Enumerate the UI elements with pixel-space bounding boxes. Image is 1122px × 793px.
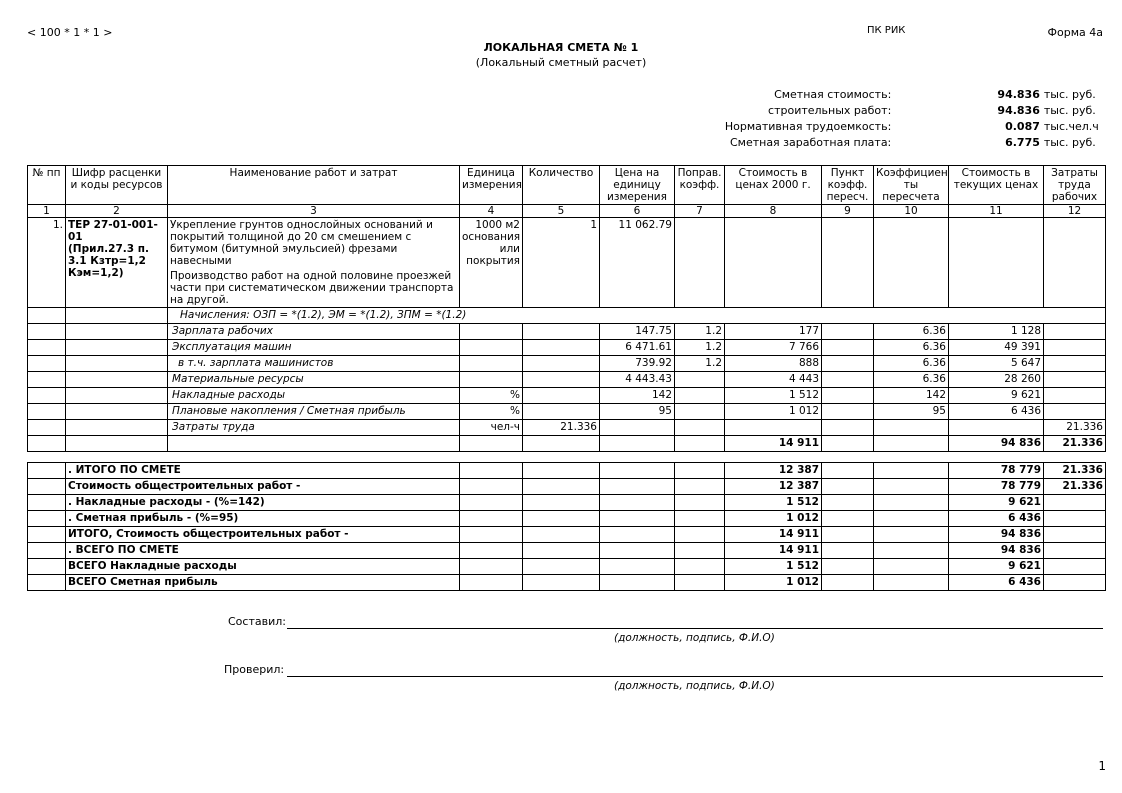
summary-value: 94.836 [997, 87, 1040, 101]
resource-cost-now: 9 621 [949, 388, 1044, 404]
summary-unit: тыс. руб. [1043, 103, 1096, 117]
resource-k-pt [822, 372, 874, 388]
total-label: . Накладные расходы - (%=142) [66, 495, 460, 511]
resource-k: 1.2 [675, 340, 725, 356]
resource-unit [460, 324, 523, 340]
total-cost-now: 6 436 [949, 511, 1044, 527]
total-cost-now: 78 779 [949, 479, 1044, 495]
document-title: ЛОКАЛЬНАЯ СМЕТА № 1 [483, 41, 639, 54]
total-label: ВСЕГО Накладные расходы [66, 559, 460, 575]
resource-labor [1044, 372, 1106, 388]
resource-k [675, 372, 725, 388]
resource-qty [523, 356, 600, 372]
resource-k-pt [822, 404, 874, 420]
column-header: Количество [523, 166, 600, 205]
column-number: 9 [822, 205, 874, 218]
resource-labor: 21.336 [1044, 420, 1106, 436]
total-cost-now: 9 621 [949, 495, 1044, 511]
resource-cost2000: 1 012 [725, 404, 822, 420]
resource-qty: 21.336 [523, 420, 600, 436]
column-number: 5 [523, 205, 600, 218]
resource-cost2000: 7 766 [725, 340, 822, 356]
resource-k-pt [822, 356, 874, 372]
column-header: Поправ. коэфф. [675, 166, 725, 205]
column-header: Пункт коэфф. пересч. [822, 166, 874, 205]
column-header: Цена на единицу измерения [600, 166, 675, 205]
total-cost2000: 14 911 [725, 527, 822, 543]
checked-signature-line [287, 676, 1103, 677]
item-name-note: Производство работ на одной половине проезжей части при систематическом движении транспорта на другой. [170, 270, 454, 306]
resource-cost2000: 888 [725, 356, 822, 372]
total-cost-now: 6 436 [949, 575, 1044, 591]
total-cost2000: 1 512 [725, 559, 822, 575]
resource-cost-now: 5 647 [949, 356, 1044, 372]
summary-label: строительных работ: [768, 103, 892, 117]
resource-k-pt [822, 420, 874, 436]
summary-unit: тыс. руб. [1043, 135, 1096, 149]
total-cost-now: 94 836 [949, 527, 1044, 543]
column-number: 4 [460, 205, 523, 218]
resource-cost-now: 49 391 [949, 340, 1044, 356]
resource-k: 1.2 [675, 356, 725, 372]
resource-row [28, 404, 1106, 420]
checked-caption: (должность, подпись, Ф.И.О) [614, 680, 775, 692]
total-label: . ИТОГО ПО СМЕТЕ [66, 463, 460, 479]
compiled-signature-line [287, 628, 1103, 629]
item-unit: 1000 м2 основания или покрытия [460, 218, 523, 308]
column-number: 12 [1044, 205, 1106, 218]
column-number: 1 [28, 205, 66, 218]
total-cost2000: 12 387 [725, 463, 822, 479]
summary-label: Сметная заработная плата: [729, 135, 892, 149]
resource-name: Материальные ресурсы [168, 372, 460, 388]
total-row [28, 527, 1106, 543]
total-labor [1044, 527, 1106, 543]
item-name [168, 218, 460, 308]
resource-cost2000: 4 443 [725, 372, 822, 388]
total-cost2000: 1 512 [725, 495, 822, 511]
column-header: Единица измерения [460, 166, 523, 205]
resource-k-rec [874, 420, 949, 436]
total-labor: 21.336 [1044, 463, 1106, 479]
item-code-note: (Прил.27.3 п. 3.1 Кзтр=1,2 Кэм=1,2) [68, 243, 149, 279]
resource-cost2000: 1 512 [725, 388, 822, 404]
summary-value: 6.775 [1005, 135, 1040, 149]
resource-k-rec: 6.36 [874, 340, 949, 356]
checked-by-label: Проверил: [224, 663, 285, 676]
column-header: Наименование работ и затрат [168, 166, 460, 205]
total-cost-now: 9 621 [949, 559, 1044, 575]
resource-row [28, 388, 1106, 404]
total-labor: 21.336 [1044, 479, 1106, 495]
resource-price: 6 471.61 [600, 340, 675, 356]
resource-row [28, 356, 1106, 372]
column-number: 10 [874, 205, 949, 218]
column-number: 2 [66, 205, 168, 218]
compiled-by-label: Составил: [228, 615, 286, 628]
resource-k-rec: 6.36 [874, 372, 949, 388]
resource-unit [460, 356, 523, 372]
resource-cost-now: 1 128 [949, 324, 1044, 340]
total-label: ИТОГО, Стоимость общестроительных работ - [66, 527, 460, 543]
resource-labor [1044, 324, 1106, 340]
summary-row [700, 86, 1122, 102]
resource-k-rec: 6.36 [874, 324, 949, 340]
resource-row [28, 324, 1106, 340]
resource-qty [523, 340, 600, 356]
item-qty: 1 [523, 218, 600, 308]
column-header: Затраты труда рабочих [1044, 166, 1106, 205]
column-number-row [28, 205, 1106, 218]
summary-unit: тыс.чел.ч [1043, 119, 1099, 133]
total-labor [1044, 543, 1106, 559]
summary-value: 94.836 [997, 103, 1040, 117]
spacer-row [28, 452, 1106, 463]
resource-price: 95 [600, 404, 675, 420]
item-total-labor: 21.336 [1044, 436, 1106, 452]
item-number: 1. [28, 218, 66, 308]
item-total-cost2000: 14 911 [725, 436, 822, 452]
form-name: Форма 4а [1047, 26, 1103, 39]
total-row [28, 463, 1106, 479]
total-row [28, 479, 1106, 495]
estimate-table [27, 165, 1106, 591]
resource-k-rec: 95 [874, 404, 949, 420]
resource-unit: % [460, 404, 523, 420]
total-cost2000: 12 387 [725, 479, 822, 495]
resource-name: Накладные расходы [168, 388, 460, 404]
resource-name: Зарплата рабочих [168, 324, 460, 340]
resource-row [28, 340, 1106, 356]
summary-label: Сметная стоимость: [774, 87, 892, 101]
total-row [28, 495, 1106, 511]
resource-k [675, 388, 725, 404]
resource-unit: % [460, 388, 523, 404]
total-cost2000: 1 012 [725, 575, 822, 591]
resource-price: 739.92 [600, 356, 675, 372]
resource-cost2000: 177 [725, 324, 822, 340]
summary-block [700, 86, 1122, 150]
resource-qty [523, 372, 600, 388]
total-cost2000: 1 012 [725, 511, 822, 527]
resource-name: Затраты труда [168, 420, 460, 436]
column-header: № пп [28, 166, 66, 205]
column-number: 8 [725, 205, 822, 218]
item-name-value: Укрепление грунтов однослойных оснований и покрытий толщиной до 20 см смешением с битумом (битумной эмульсией) фрезами навесными [170, 219, 433, 267]
total-labor [1044, 495, 1106, 511]
resource-k-pt [822, 388, 874, 404]
total-cost-now: 94 836 [949, 543, 1044, 559]
resource-labor [1044, 388, 1106, 404]
resource-k-pt [822, 340, 874, 356]
total-labor [1044, 575, 1106, 591]
total-label: Стоимость общестроительных работ - [66, 479, 460, 495]
resource-unit [460, 372, 523, 388]
column-header: Коэффициен ты пересчета [874, 166, 949, 205]
resource-k-pt [822, 324, 874, 340]
resource-cost2000 [725, 420, 822, 436]
resource-qty [523, 388, 600, 404]
item-row [28, 218, 1106, 308]
page-reference: < 100 * 1 * 1 > [27, 26, 113, 39]
item-total-row [28, 436, 1106, 452]
resource-price [600, 420, 675, 436]
resource-price: 4 443.43 [600, 372, 675, 388]
total-labor [1044, 511, 1106, 527]
total-labor [1044, 559, 1106, 575]
total-row [28, 511, 1106, 527]
resource-row [28, 372, 1106, 388]
resource-k: 1.2 [675, 324, 725, 340]
summary-row [700, 134, 1122, 150]
summary-label: Нормативная трудоемкость: [724, 119, 892, 133]
resource-unit: чел-ч [460, 420, 523, 436]
total-row [28, 559, 1106, 575]
resource-cost-now [949, 420, 1044, 436]
compiled-caption: (должность, подпись, Ф.И.О) [614, 632, 775, 644]
resource-name: в т.ч. зарплата машинистов [168, 356, 460, 372]
resource-labor [1044, 356, 1106, 372]
resource-cost-now: 28 260 [949, 372, 1044, 388]
summary-value: 0.087 [1005, 119, 1040, 133]
column-number: 6 [600, 205, 675, 218]
program-name: ПК РИК [867, 25, 906, 36]
resource-labor [1044, 404, 1106, 420]
resource-k [675, 404, 725, 420]
resource-price: 142 [600, 388, 675, 404]
summary-row [700, 102, 1122, 118]
resource-k-rec: 6.36 [874, 356, 949, 372]
summary-row [700, 118, 1122, 134]
resource-labor [1044, 340, 1106, 356]
resource-qty [523, 324, 600, 340]
resource-k-rec: 142 [874, 388, 949, 404]
column-header: Стоимость в текущих ценах [949, 166, 1044, 205]
resource-row [28, 420, 1106, 436]
document-subtitle: (Локальный сметный расчет) [475, 56, 647, 69]
column-header: Шифр расценки и коды ресурсов [66, 166, 168, 205]
column-header: Стоимость в ценах 2000 г. [725, 166, 822, 205]
total-row [28, 543, 1106, 559]
total-label: . Сметная прибыль - (%=95) [66, 511, 460, 527]
resource-name: Плановые накопления / Сметная прибыль [168, 404, 460, 420]
resource-k [675, 420, 725, 436]
resource-unit [460, 340, 523, 356]
column-number: 7 [675, 205, 725, 218]
resource-cost-now: 6 436 [949, 404, 1044, 420]
column-number: 3 [168, 205, 460, 218]
item-code-value: ТЕР 27-01-001-01 [68, 219, 158, 243]
total-label: ВСЕГО Сметная прибыль [66, 575, 460, 591]
item-code [66, 218, 168, 308]
column-header-row [28, 166, 1106, 205]
resource-price: 147.75 [600, 324, 675, 340]
total-cost2000: 14 911 [725, 543, 822, 559]
resource-name: Эксплуатация машин [168, 340, 460, 356]
accruals-text: Начисления: ОЗП = *(1.2), ЭМ = *(1.2), ЗПМ = *(1.2) [168, 308, 1106, 324]
total-row [28, 575, 1106, 591]
page-number: 1 [1098, 759, 1106, 773]
accruals-row [28, 308, 1106, 324]
item-total-cost-now: 94 836 [949, 436, 1044, 452]
item-price: 11 062.79 [600, 218, 675, 308]
total-cost-now: 78 779 [949, 463, 1044, 479]
column-number: 11 [949, 205, 1044, 218]
summary-unit: тыс. руб. [1043, 87, 1096, 101]
resource-qty [523, 404, 600, 420]
total-label: . ВСЕГО ПО СМЕТЕ [66, 543, 460, 559]
